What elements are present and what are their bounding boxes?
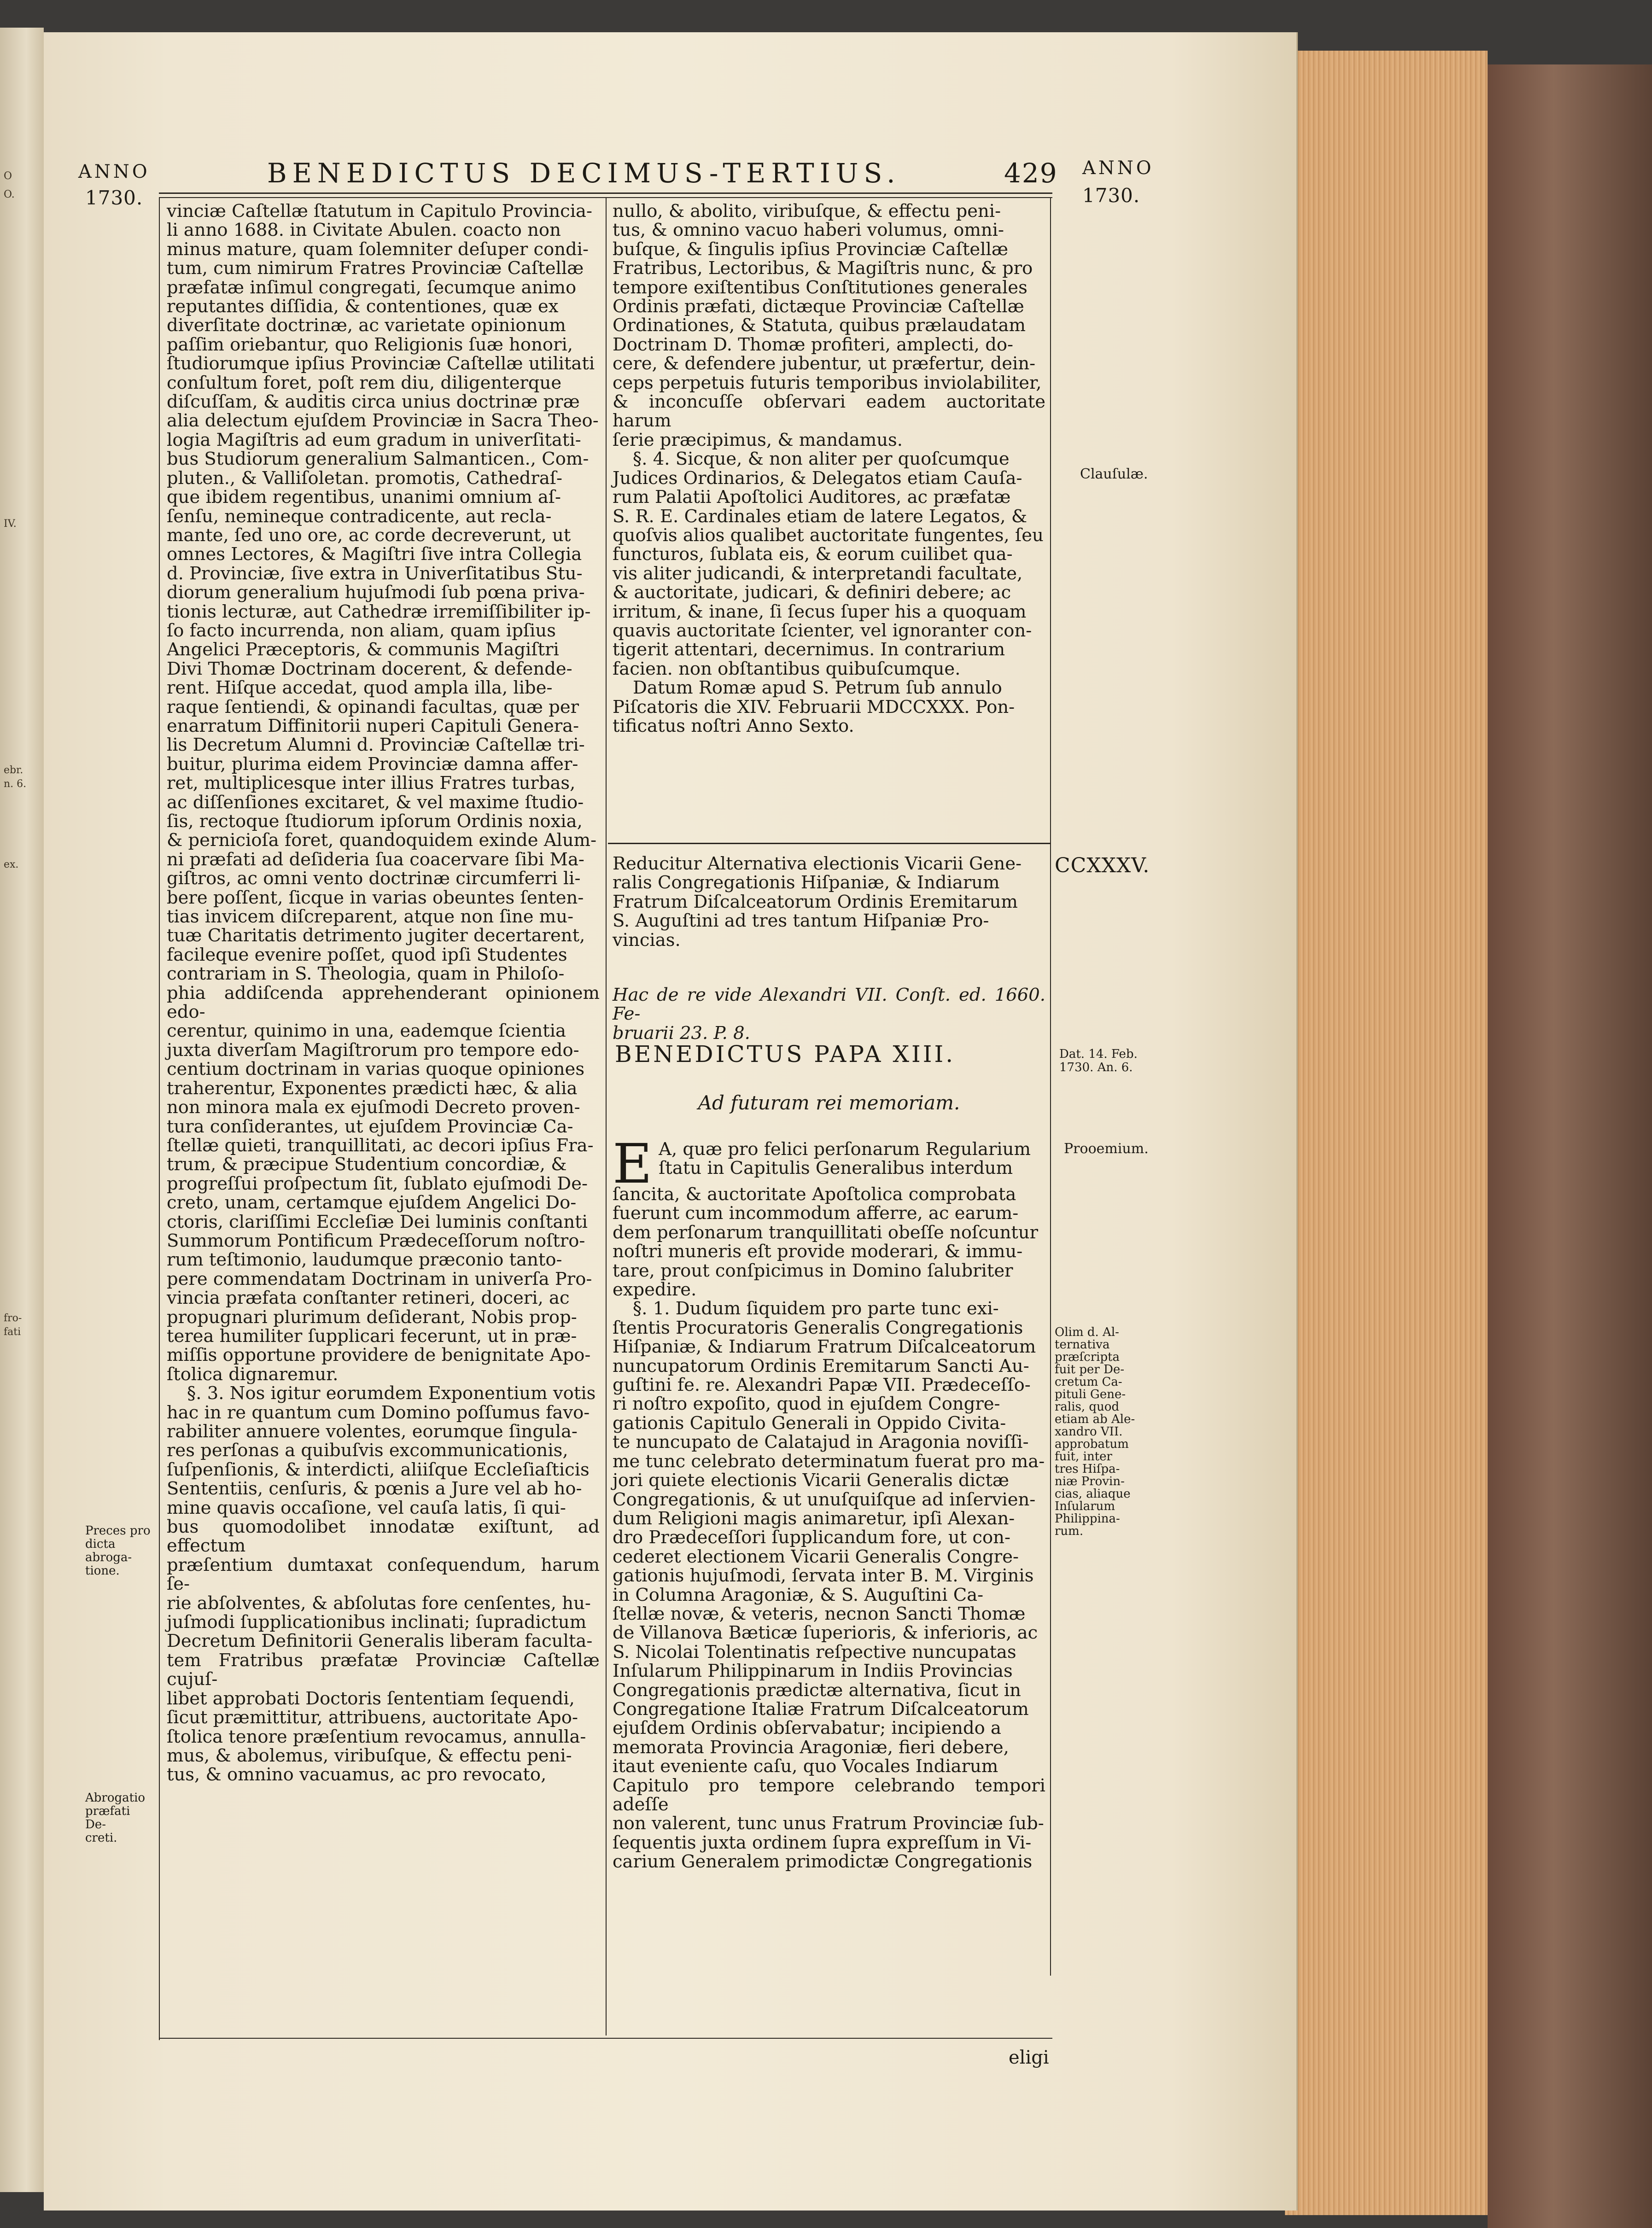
note-line: fuit, inter [1055,1450,1112,1464]
text-line: ret, multiplicesque inter illius Fratres turbas, [167,773,576,794]
text-line: A, quæ pro felici perſonarum Regularium [659,1139,1031,1160]
margin-note-olim [1055,1326,1161,1538]
text-line: que ibidem regentibus, unanimi omnium aſ- [167,487,561,508]
text-line: tigerit attentari, decernimus. In contrarium [613,639,1005,660]
text-line: §. 4. Sicque, & non aliter per quoſcumque [633,449,1010,470]
text-line: quoſvis alios qualibet auctoritate fungentes, ſeu [613,525,1044,546]
text-line: ri noſtro expoſito, quod in ejuſdem Congre- [613,1394,1000,1415]
text-line: irritum, & inane, ſi ſecus ſuper his a quoquam [613,601,1027,622]
text-line: juſmodi ſupplicationibus inclinati; ſupradictum [167,1612,587,1633]
text-line: non minora mala ex ejuſmodi Decreto proven- [167,1097,580,1118]
text-line: pluten., & Valliſoletan. promotis, Cathedraſ- [167,467,563,489]
text-line: ctoris, clariſſimi Eccleſiæ Dei luminis conſtanti [167,1211,588,1232]
left-page-fragment: fati [4,1326,21,1338]
text-line: mus, & abolemus, viribuſque, & effectu peni- [167,1745,572,1766]
text-line: minus mature, quam ſolemniter deſuper condi- [167,239,589,260]
text-line: noſtri muneris eſt provide moderari, & immu- [613,1241,1023,1262]
text-line: rum Palatii Apoſtolici Auditores, ac præfatæ [613,487,1011,508]
text-line: gationis hujuſmodi, ſervata inter B. M. Virginis [613,1565,1034,1586]
anno-left: ANNO [78,161,150,182]
text-line: mine quavis occaſione, vel cauſa latis, ſi qui- [167,1497,566,1518]
text-line: tum, cum nimirum Fratres Provinciæ Caſtellæ [167,258,584,279]
note-line: Dat. 14. Feb. [1059,1047,1138,1061]
note-line: 1730. An. 6. [1059,1061,1133,1074]
text-line: raque ſentiendi, & opinandi facultas, quæ per [167,696,579,717]
text-line: Sententiis, cenſuris, & pœnis a Jure vel ab ho- [167,1478,582,1499]
text-line: pere commendatam Doctrinam in univerſa Pro- [167,1268,592,1289]
margin-note-abrogatio [85,1791,154,1845]
left-page-edge [0,28,44,2192]
text-line: itaut eveniente caſu, quo Vocales Indiarum [613,1756,998,1777]
text-line: S. R. E. Cardinales etiam de latere Legatos, & [613,506,1027,527]
text-line: Congregationis, & ut unuſquiſque ad inſervien- [613,1489,1036,1510]
text-line: ſerie præcipimus, & mandamus. [613,429,903,450]
note-line: tres Hiſpa- [1055,1462,1120,1476]
text-line: lis Decretum Alumni d. Provinciæ Caſtellæ tri- [167,735,585,756]
text-line: tare, prout conſpicimus in Domino ſalubriter [613,1260,1013,1281]
text-line: Ordinis præfati, dictæque Provinciæ Caſtellæ [613,296,1024,317]
text-line: trum, & præcipue Studentium concordiæ, & [167,1154,567,1175]
text-line: diverſitate doctrinæ, ac varietate opinionum [167,315,566,336]
note-line: niæ Provin- [1055,1475,1125,1488]
text-line: conſultum foret, poſt rem diu, diligenterque [167,372,562,393]
text-line: in Columna Aragoniæ, & S. Auguſtini Ca- [613,1584,984,1605]
text-line: quavis auctoritate ſcienter, vel ignoranter con- [613,620,1032,641]
text-line: bus Studiorum generalium Salmanticen., Com- [167,449,589,470]
text-line: ſenſu, nemineque contradicente, aut recla- [167,506,552,527]
text-line: Summorum Pontificum Prædeceſſorum noſtro- [167,1230,585,1251]
column-right-top [613,202,1045,735]
header-rule [159,192,1052,194]
text-line: buſque, & ſingulis ipſius Provinciæ Caſtellæ [613,239,1009,260]
text-line: progreſſui proſpectum ſit, ſublato ejuſmodi De- [167,1173,588,1194]
text-line: carium Generalem primodictæ Congregationis [613,1851,1033,1872]
text-line: tificatus noſtri Anno Sexto. [613,715,854,736]
catchword: eligi [1009,2047,1049,2068]
text-line: Piſcatoris die XIV. Februarii MDCCXXX. Pon- [613,696,1015,717]
left-page-fragment: ebr. [4,764,23,776]
note-line: cretum Ca- [1055,1375,1122,1389]
text-line: tempore exiſtentibus Conſtitutiones generales [613,277,1027,298]
text-line: te nuncupato de Calatajud in Aragonia noviſſi- [613,1432,1029,1453]
text-line: ralis Congregationis Hiſpaniæ, & Indiarum [613,872,1000,893]
text-line: diorum generalium hujuſmodi ſub pœna priva- [167,582,585,603]
text-line: expedire. [613,1279,697,1301]
text-line: Doctrinam D. Thomæ profiteri, amplecti, do- [613,334,1014,355]
note-line: pituli Gene- [1055,1388,1126,1401]
text-line: rent. Hiſque accedat, quod ampla illa, libe- [167,677,553,699]
text-line: bere poſſent, ſicque in varias obeuntes ſenten- [167,887,584,908]
column-left [167,202,600,1785]
note-line: Preces pro [85,1524,151,1538]
text-line: nullo, & abolito, viribuſque, & effectu peni- [613,201,1001,222]
text-line: creto, unam, certamque ejuſdem Angelici Do- [167,1192,577,1213]
reference-line: bruarii 23. P. 8. [613,1022,750,1044]
column-right-bottom [613,1132,1045,1872]
text-line: dro Prædeceſſori ſupplicandum fore, ut con- [613,1527,1010,1548]
left-page-fragment: O. [4,189,15,200]
text-line: bus quomodolibet innodatæ exiſtunt, ad effectum [167,1516,600,1557]
text-line: traherentur, Exponentes prædicti hæc, & alia [167,1078,578,1099]
text-line: nuncupatorum Ordinis Eremitarum Sancti Au- [613,1355,1029,1376]
text-line: contrariam in S. Theologia, quam in Philoſo- [167,963,565,985]
note-line: Olim d. Al- [1055,1325,1119,1339]
frame-right-rule [1050,198,1051,1976]
text-line: memorata Provincia Aragoniæ, fieri debere, [613,1737,1009,1758]
text-line: fuerunt cum incommodum afferre, ac earum- [613,1203,1019,1224]
text-line: juxta diverſam Magiſtrorum pro tempore edo- [167,1039,579,1061]
text-line: & pernicioſa foret, quandoquidem exinde Alum- [167,830,597,851]
text-line: §. 1. Dudum ſiquidem pro parte tunc exi- [633,1298,999,1319]
text-line: mante, ſed uno ore, ac corde decreverunt, ut [167,525,571,546]
text-line: phia addiſcenda apprehenderant opinionem edo- [167,982,600,1023]
text-line: Decretum Definitorii Generalis liberam faculta- [167,1631,593,1652]
note-line: ternativa [1055,1338,1110,1352]
left-page-fragment: ex. [4,859,19,870]
text-line: ac diſſenſiones excitaret, & vel maxime ſtudio- [167,792,584,813]
frame-left-rule [159,198,160,2040]
text-line: ſtolica dignaremur. [167,1364,339,1385]
text-line: non valerent, tunc unus Fratrum Provinciæ ſub- [613,1813,1044,1834]
text-line: cere, & defendere jubentur, ut præfertur, dein- [613,353,1036,374]
book-cover [1488,64,1652,2228]
text-line: ceps perpetuis futuris temporibus inviolabiliter, [613,372,1042,393]
text-line: tuæ Charitatis detrimento jugiter decertarent, [167,925,585,946]
note-line: xandro VII. [1055,1425,1123,1439]
note-line: Inſularum [1055,1499,1115,1513]
note-line: fuit per De- [1055,1363,1125,1376]
text-line: ſancita, & auctoritate Apoſtolica comprobata [613,1184,1016,1205]
text-line: guſtini fe. re. Alexandri Papæ VII. Prædeceſſo- [613,1375,1031,1396]
text-line: vinciæ Caſtellæ ſtatutum in Capitulo Provincia- [167,201,592,222]
text-line: ſtellæ quieti, tranquillitati, ac decori ipſius Fra- [167,1135,594,1156]
text-line: Fratribus, Lectoribus, & Magiſtris nunc, & pro [613,258,1033,279]
text-line: functuros, ſublata eis, & eorum cuilibet qua- [613,544,1013,565]
page-number: 429 [1004,157,1058,189]
text-line: hac in re quantum cum Domino poſſumus favo- [167,1402,590,1423]
left-page-fragment: IV. [4,518,17,530]
reference-line: Hac de re vide Alexandri VII. Conſt. ed. 1660. Fe- [613,985,1045,1025]
text-line: tus, & omnino vacuamus, ac pro revocato, [167,1764,547,1785]
text-line: ſtudiorumque ipſius Provinciæ Caſtellæ utilitati [167,353,595,374]
text-line: enarratum Diffinitorii nuperi Capituli Genera- [167,715,579,736]
text-line: rum teſtimonio, laudumque præconio tanto- [167,1249,562,1271]
text-line: §. 3. Nos igitur eorumdem Exponentium votis [187,1383,596,1404]
text-line: S. Auguſtini ad tres tantum Hiſpaniæ Pro- [613,910,989,932]
text-line: diſcuſſam, & auditis circa unius doctrinæ præ [167,391,580,413]
text-line: ſo facto incurrenda, non aliam, quam ipſius [167,620,556,641]
text-line: alia delectum ejuſdem Provinciæ in Sacra Theo- [167,410,599,432]
text-line: Angelici Præceptoris, & communis Magiſtri [167,639,559,660]
text-line: buitur, plurima eidem Provinciæ damna affer- [167,753,578,775]
note-line: præſcripta [1055,1350,1120,1364]
column-divider [606,198,607,2036]
note-line: Philippina- [1055,1512,1120,1526]
text-line: ſis, rectoque ſtudiorum ipſorum Ordinis noxia, [167,811,583,832]
text-line: Inſularum Philippinarum in Indiis Provincias [613,1661,1013,1682]
margin-note-clausulae: Clauſulæ. [1080,466,1148,482]
text-line: dem perſonarum tranquillitati obeſſe noſcuntur [613,1222,1039,1243]
bottom-rule [159,2038,1052,2039]
note-line: approbatum [1055,1437,1129,1451]
text-line: tias invicem diſcreparent, atque non ſine mu- [167,906,574,927]
text-line: jori quiete electionis Vicarii Generalis dictæ [613,1470,1010,1491]
text-line: facien. non obſtantibus quibuſcumque. [613,658,961,679]
text-line: Congregationis prædictæ alternativa, ſicut in [613,1680,1021,1701]
note-line: tione. [85,1564,120,1578]
text-line: Divi Thomæ Doctrinam docerent, & defende- [167,658,572,679]
text-line: miſſis opportune providere de benignitate Apo- [167,1345,591,1366]
text-line: me tunc celebrato determinatum fuerat pro ma- [613,1451,1045,1472]
text-line: giſtros, ac omni vento doctrinæ circumferri li- [167,868,581,889]
text-line: ſtentis Procuratoris Generalis Congregationis [613,1317,1023,1338]
margin-note-prooemium: Prooemium. [1064,1141,1149,1157]
page-block-edge [1285,51,1488,2215]
left-page-fragment: O [4,170,12,182]
text-line: cerentur, quinimo in una, eademque ſcientia [167,1021,566,1042]
memoriam-line: Ad futuram rei memoriam. [698,1091,960,1114]
note-line: cias, aliaque [1055,1487,1131,1501]
text-line: ſtellæ novæ, & veteris, necnon Sancti Thomæ [613,1603,1026,1624]
text-line: omnes Lectores, & Magiſtri ſive intra Collegia [167,544,582,565]
section-rule [608,843,1050,844]
year-left: 1730. [85,187,143,209]
text-line: res perſonas a quibuſvis excommunicationis, [167,1440,568,1461]
left-page-fragment: n. 6. [4,778,27,790]
text-line: ſicut præmittitur, attribuens, auctoritate Apo- [167,1707,578,1728]
text-line: vincias. [613,929,681,951]
text-line: Fratrum Diſcalceatorum Ordinis Eremitarum [613,891,1018,912]
reference-block [613,986,1045,1043]
margin-note-preces [85,1524,154,1578]
note-line: rum. [1055,1524,1084,1538]
text-line: vincia præfata conſtanter retineri, doceri, ac [167,1288,570,1309]
text-line: tura conſiderantes, ut ejuſdem Provinciæ Ca- [167,1116,573,1137]
text-line: libet approbati Doctoris ſententiam ſequendi, [167,1688,575,1709]
anno-right: ANNO [1082,157,1154,179]
text-line: præfatæ inſimul congregati, ſecumque animo [167,277,577,298]
text-line: de Villanova Bæticæ ſuperioris, & inferioris, ac [613,1622,1038,1644]
text-line: Congregatione Italiæ Fratrum Diſcalceatorum [613,1698,1029,1720]
note-line: etiam ab Ale- [1055,1412,1135,1426]
text-line: Judices Ordinarios, & Delegatos etiam Cauſa- [613,467,1022,489]
margin-note-number: CCXXXV. [1055,854,1150,877]
text-line: ſequentis juxta ordinem ſupra expreſſum in Vi- [613,1832,1032,1853]
text-line: facileque evenire poſſet, quod ipſi Studentes [167,944,567,965]
text-line: logia Magiſtris ad eum gradum in univerſitati- [167,429,581,450]
text-line: rabiliter annuere volentes, eorumque ſingula- [167,1421,578,1442]
text-line: li anno 1688. in Civitate Abulen. coacto non [167,220,561,241]
text-line: & auctoritate, judicari, & definiri debere; ac [613,582,1011,603]
text-line: reputantes diſſidia, & contentiones, quæ ex [167,296,559,317]
note-line: dicta abroga- [85,1537,132,1564]
text-line: tus, & omnino vacuo haberi volumus, omni- [613,220,1004,241]
text-line: terea humiliter ſupplicari fecerunt, ut in præ- [167,1325,577,1347]
note-line: Abrogatio [85,1791,146,1805]
year-right: 1730. [1082,184,1140,207]
text-line: ſtolica tenore præſentium revocamus, annulla- [167,1726,586,1747]
margin-note-dat [1059,1048,1165,1074]
text-line: ni præfati ad deſideria ſua coacervare ſibi Ma- [167,849,584,870]
note-line: creti. [85,1831,117,1845]
summary-block [613,854,1045,950]
pope-heading: BENEDICTUS PAPA XIII. [615,1041,956,1067]
text-line: vis aliter judicandi, & interpretandi facultate, [613,563,1023,584]
text-line: dum Religioni magis animaretur, ipſi Alexan- [613,1508,1015,1529]
text-line: & inconcuſſe obſervari eadem auctoritate harum [613,391,1045,432]
text-line: Capitulo pro tempore celebrando tempori adeſſe [613,1775,1045,1815]
text-line: tem Fratribus præfatæ Provinciæ Caſtellæ cujuſ- [167,1650,600,1690]
text-line: præſentium dumtaxat conſequendum, harum ſe- [167,1554,600,1595]
text-line: Hiſpaniæ, & Indiarum Fratrum Diſcalceatorum [613,1336,1036,1358]
text-line: d. Provinciæ, ſive extra in Univerſitatibus Stu- [167,563,583,584]
text-line: ſuſpenſionis, & interdicti, aliiſque Eccleſiaſticis [167,1459,590,1480]
text-line: centium doctrinam in varias quoque opiniones [167,1059,585,1080]
drop-cap: E [613,1132,653,1196]
text-line: Datum Romæ apud S. Petrum ſub annulo [633,677,1002,699]
text-line: ſtatu in Capitulis Generalibus interdum [659,1158,1013,1179]
note-line: præfati De- [85,1804,130,1831]
note-line: ralis, quod [1055,1400,1120,1414]
text-line: Reducitur Alternativa electionis Vicarii Gene- [613,853,1022,874]
text-line: S. Nicolai Tolentinatis reſpective nuncupatas [613,1641,1016,1662]
running-title: BENEDICTUS DECIMUS-TERTIUS. [267,157,901,189]
text-line: Ordinationes, & Statuta, quibus prælaudatam [613,315,1026,336]
text-line: gationis Capitulo Generali in Oppido Civita- [613,1412,1006,1434]
text-line: paſſim oriebantur, quo Religionis ſuæ honori, [167,334,573,355]
left-page-fragment: fro- [4,1312,22,1324]
text-line: ejuſdem Ordinis obſervabatur; incipiendo a [613,1718,1001,1739]
text-line: rie abſolventes, & abſolutas fore cenſentes, hu- [167,1592,591,1614]
text-line: cederet electionem Vicarii Generalis Congre- [613,1546,1019,1567]
text-line: propugnari plurimum deſiderant, Nobis prop- [167,1306,577,1328]
text-line: tionis lecturæ, aut Cathedræ irremiſſibiliter ip- [167,601,591,622]
